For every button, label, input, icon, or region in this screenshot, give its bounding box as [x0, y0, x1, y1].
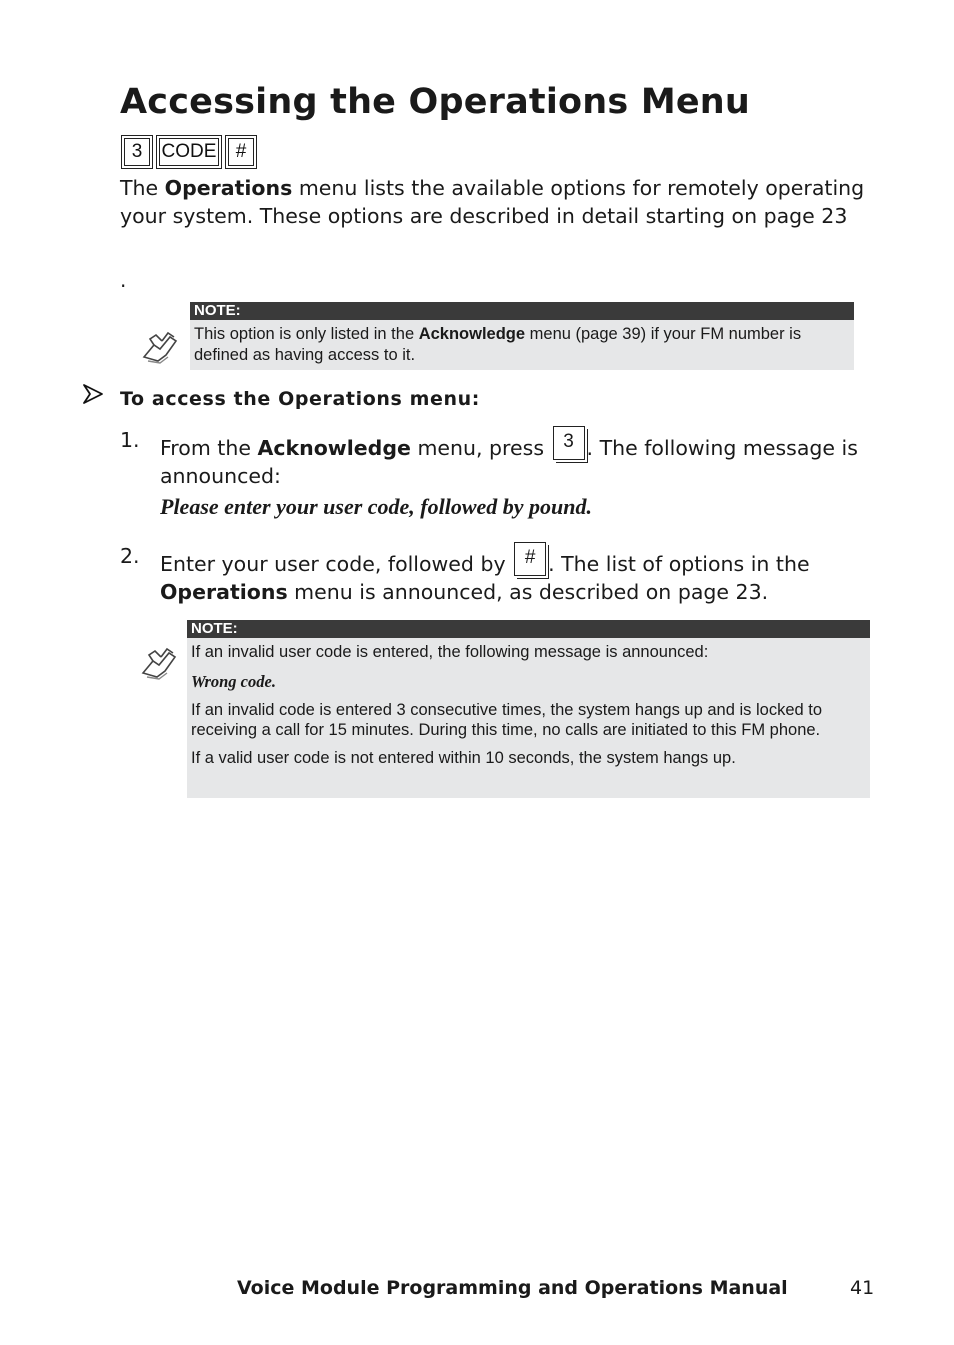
key-pound: # [225, 135, 257, 169]
procedure-title: To access the Operations menu: [120, 388, 480, 410]
step2-bold: Operations [160, 580, 288, 604]
note2-line2: If an invalid code is entered 3 consecutive times, the system hangs up and is locked to receiving a call for 15 minutes. During this time, no calls are initiated to this FM phone. [191, 701, 823, 739]
note2-line3: If a valid user code is not entered within 10 seconds, the system hangs up. [191, 749, 736, 767]
note-box-2 [187, 620, 870, 798]
step1-mid: menu, press [410, 436, 551, 460]
note-heading: NOTE: [187, 620, 870, 638]
step1-pre: From the [160, 436, 258, 460]
arrowhead-icon [82, 383, 104, 411]
step-text [160, 542, 876, 606]
step-number: 1. [120, 428, 140, 452]
footer-manual-title: Voice Module Programming and Operations Manual [237, 1277, 788, 1299]
intro-paragraph [120, 174, 880, 230]
step2-pre: Enter your user code, followed by [160, 552, 513, 576]
step2-post2: menu is announced, as described on page 23. [287, 580, 769, 604]
stray-dot: . [120, 268, 127, 292]
voice-prompt: Please enter your user code, followed by pound. [160, 494, 593, 519]
note-hand-icon [139, 643, 179, 683]
note1-bold-acknowledge: Acknowledge [418, 325, 526, 343]
step1-bold: Acknowledge [257, 436, 411, 460]
page-number: 41 [850, 1277, 875, 1299]
note2-line1: If an invalid user code is entered, the following message is announced: [191, 643, 709, 661]
step-text [160, 426, 876, 490]
intro-text-pre: The [120, 176, 165, 200]
key-code: CODE [156, 135, 222, 169]
key-sequence [121, 135, 257, 169]
note1-text-post: menu (page 39) if your FM number is defined as having access to it. [194, 325, 802, 364]
intro-text-post: menu lists the available options for remotely operating your system. These options are described in detail starting on page 23 [120, 176, 865, 228]
page-title: Accessing the Operations Menu [120, 82, 751, 122]
note-heading: NOTE: [190, 302, 854, 320]
inline-key-3: 3 [553, 426, 585, 460]
key-3: 3 [121, 135, 153, 169]
note-hand-icon [140, 327, 180, 367]
note2-wrong-code: Wrong code. [191, 672, 276, 691]
step1-post: . The following message is announced: [160, 436, 858, 488]
note-body [187, 638, 870, 779]
inline-key-pound: # [514, 542, 546, 576]
step-1 [120, 426, 880, 486]
note1-text-pre: This option is only listed in the [194, 325, 419, 343]
step-2 [120, 542, 880, 602]
note-body [190, 320, 854, 368]
intro-bold-operations: Operations [164, 176, 293, 200]
note-box-1 [190, 302, 854, 370]
step2-post1: . The list of options in the [548, 552, 810, 576]
step-number: 2. [120, 544, 140, 568]
